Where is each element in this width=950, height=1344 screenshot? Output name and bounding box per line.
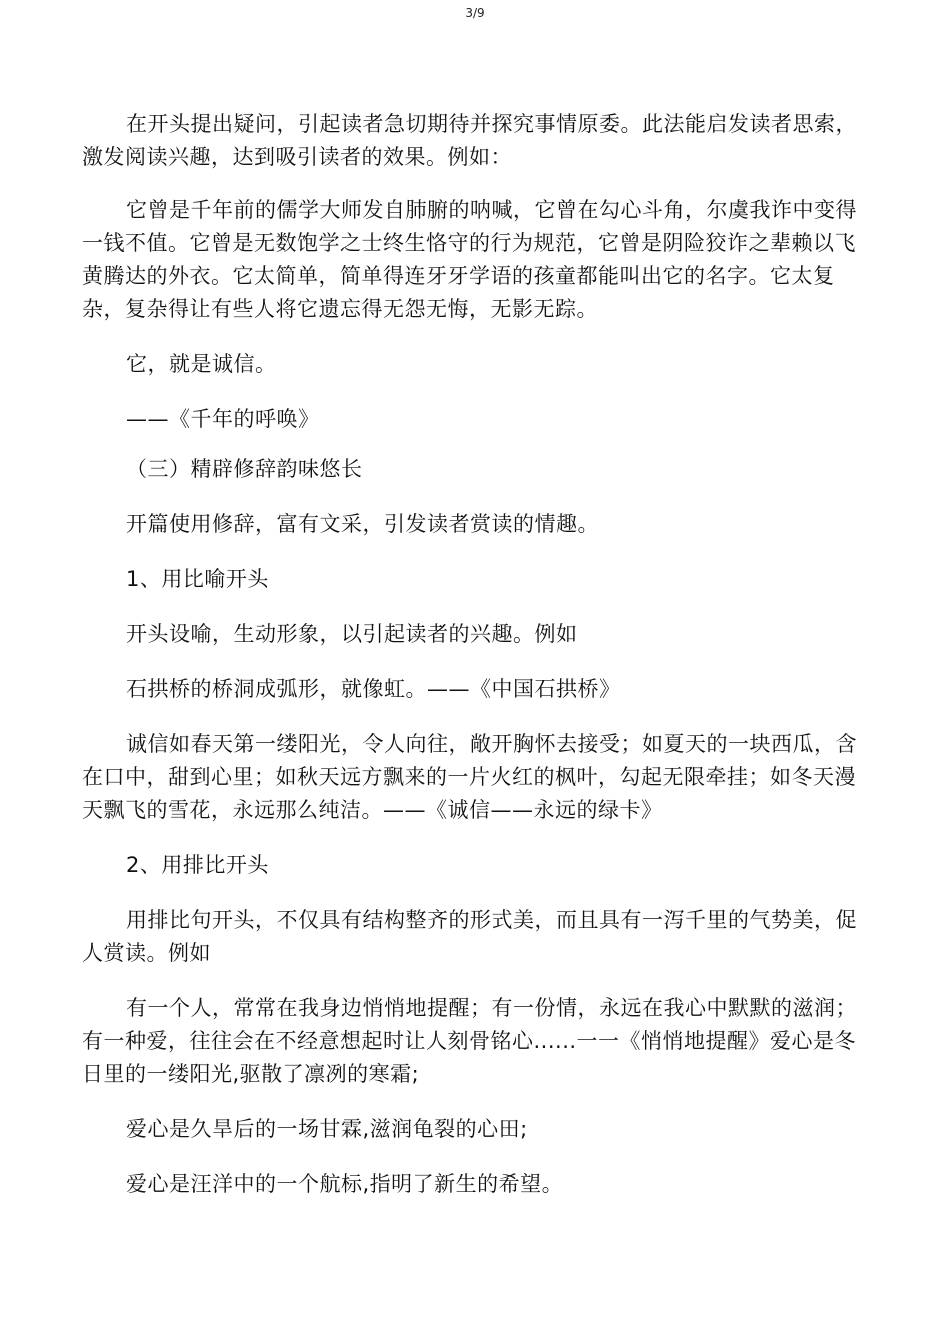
paragraph-reveal: 它，就是诚信。 [126,352,277,376]
paragraph-metaphor-example-2: 诚信如春天第一缕阳光，令人向往，敞开胸怀去接受；如夏天的一块西瓜，含在口中，甜到心里；如秋天远方飘来的一片火红的枫叶，勾起无限牵挂；如冬天漫天飘飞的雪花，永远那么纯洁。——《诚信——永远的绿卡》 [82,732,857,822]
paragraph-love-line-1: 爱心是久旱后的一场甘霖,滋润龟裂的心田; [126,1117,528,1141]
paragraph-love-line-2: 爱心是汪洋中的一个航标,指明了新生的希望。 [126,1172,564,1196]
section-heading: （三）精辟修辞韵味悠长 [126,457,363,481]
page-number: 3/9 [465,6,485,20]
paragraph-source: ——《千年的呼唤》 [126,407,320,431]
subheading-metaphor: 1、用比喻开头 [126,567,269,591]
paragraph-parallelism-desc: 用排比句开头，不仅具有结构整齐的形式美，而且具有一泻千里的气势美，促人赏读。例如 [82,908,857,965]
paragraph-section-intro: 开篇使用修辞，富有文采，引发读者赏读的情趣。 [126,512,599,536]
paragraph-parallelism-example: 有一个人，常常在我身边悄悄地提醒；有一份情，永远在我心中默默的滋润；有一种爱，往往会在不经意想起时让人刻骨铭心......一一《悄悄地提醒》爱心是冬日里的一缕阳光,驱散了凛冽的寒霜; [82,996,857,1086]
document-body [82,108,872,1201]
paragraph-intro: 在开头提出疑问，引起读者急切期待并探究事情原委。此法能启发读者思索，激发阅读兴趣，达到吸引读者的效果。例如： [82,112,857,169]
paragraph-metaphor-desc: 开头设喻，生动形象，以引起读者的兴趣。例如 [126,622,578,646]
paragraph-example-quote: 它曾是千年前的儒学大师发自肺腑的呐喊，它曾在勾心斗角，尔虞我诈中变得一钱不值。它曾是无数饱学之士终生恪守的行为规范，它曾是阴险狡诈之辈赖以飞黄腾达的外衣。它太简单，简单得连牙牙学语的孩童都能叫出它的名字。它太复杂，复杂得让有些人将它遗忘得无怨无悔，无影无踪。 [82,198,857,321]
subheading-parallelism: 2、用排比开头 [126,853,269,877]
paragraph-metaphor-example-1: 石拱桥的桥洞成弧形，就像虹。——《中国石拱桥》 [126,677,621,701]
